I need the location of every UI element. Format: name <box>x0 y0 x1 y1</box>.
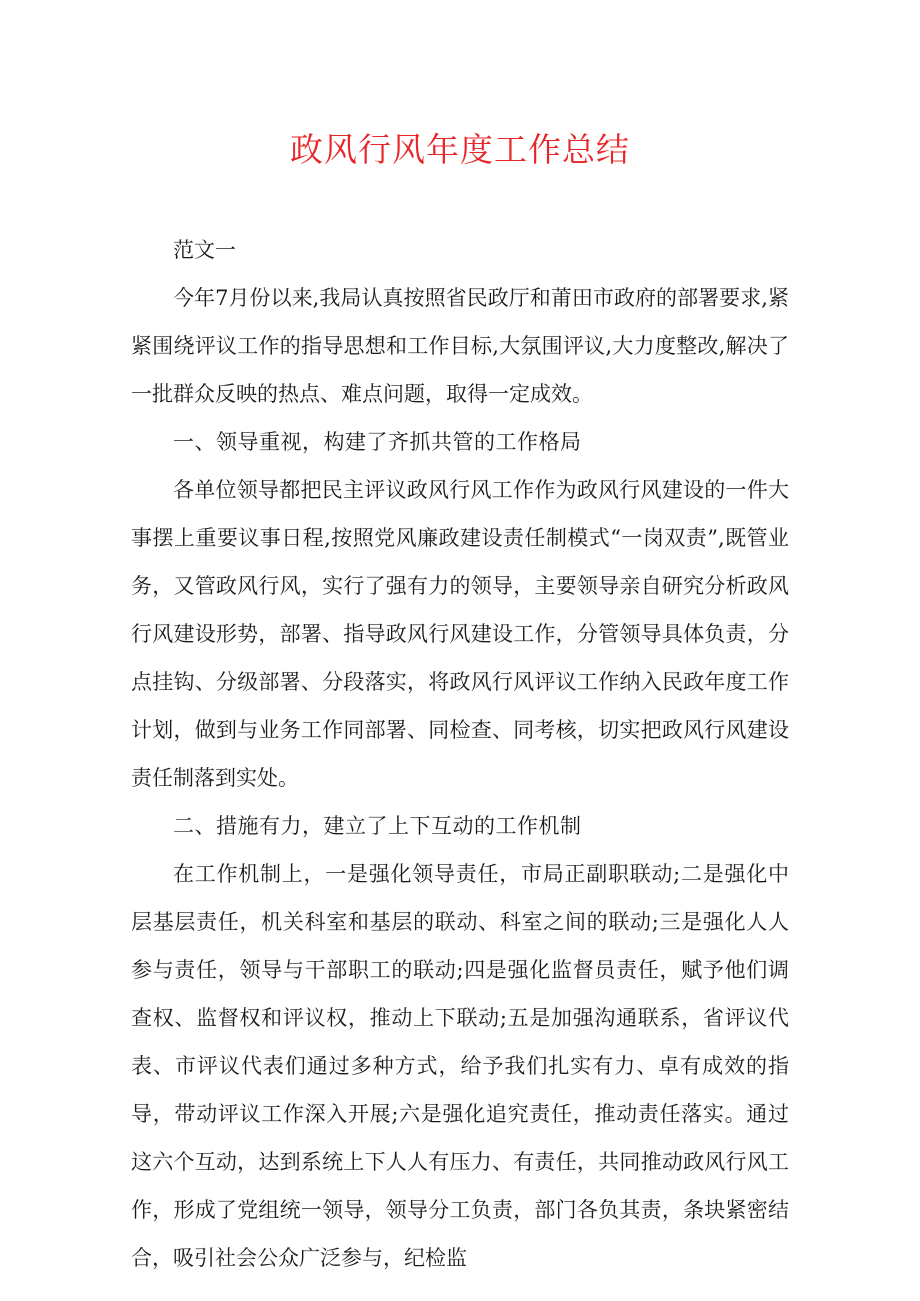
section-1-paragraph: 各单位领导都把民主评议政风行风工作作为政风行风建设的一件大事摆上重要议事日程,按照党风廉政建设责任制模式“一岗双责”,既管业务，又管政风行风，实行了强有力的领导，主要领导亲自研究分析政风行风建设形势，部署、指导政风行风建设工作，分管领导具体负责，分点挂钩、分级部署、分段落实，将政风行风评议工作纳入民政年度工作计划，做到与业务工作同部署、同检查、同考核，切实把政风行风建设责任制落到实处。 <box>131 478 789 790</box>
section-heading-2: 二、措施有力，建立了上下互动的工作机制 <box>173 814 582 838</box>
document-body <box>131 226 789 1282</box>
section-heading-1: 一、领导重视，构建了齐抓共管的工作格局 <box>173 430 582 454</box>
document-title: 政风行风年度工作总结 <box>290 130 630 169</box>
intro-paragraph: 今年7月份以来,我局认真按照省民政厅和莆田市政府的部署要求,紧紧围绕评议工作的指导思想和工作目标,大氛围评议,大力度整改,解决了一批群众反映的热点、难点问题，取得一定成效。 <box>131 286 789 406</box>
section-2-paragraph: 在工作机制上，一是强化领导责任，市局正副职联动;二是强化中层基层责任，机关科室和基层的联动、科室之间的联动;三是强化人人参与责任，领导与干部职工的联动;四是强化监督员责任，赋予他们调查权、监督权和评议权，推动上下联动;五是加强沟通联系，省评议代表、市评议代表们通过多种方式，给予我们扎实有力、卓有成效的指导，带动评议工作深入开展;六是强化追究责任，推动责任落实。通过这六个互动，达到系统上下人人有压力、有责任，共同推动政风行风工作，形成了党组统一领导，领导分工负责，部门各负其责，条块紧密结合，吸引社会公众广泛参与，纪检监 <box>131 862 789 1270</box>
sample-label: 范文一 <box>173 238 236 262</box>
